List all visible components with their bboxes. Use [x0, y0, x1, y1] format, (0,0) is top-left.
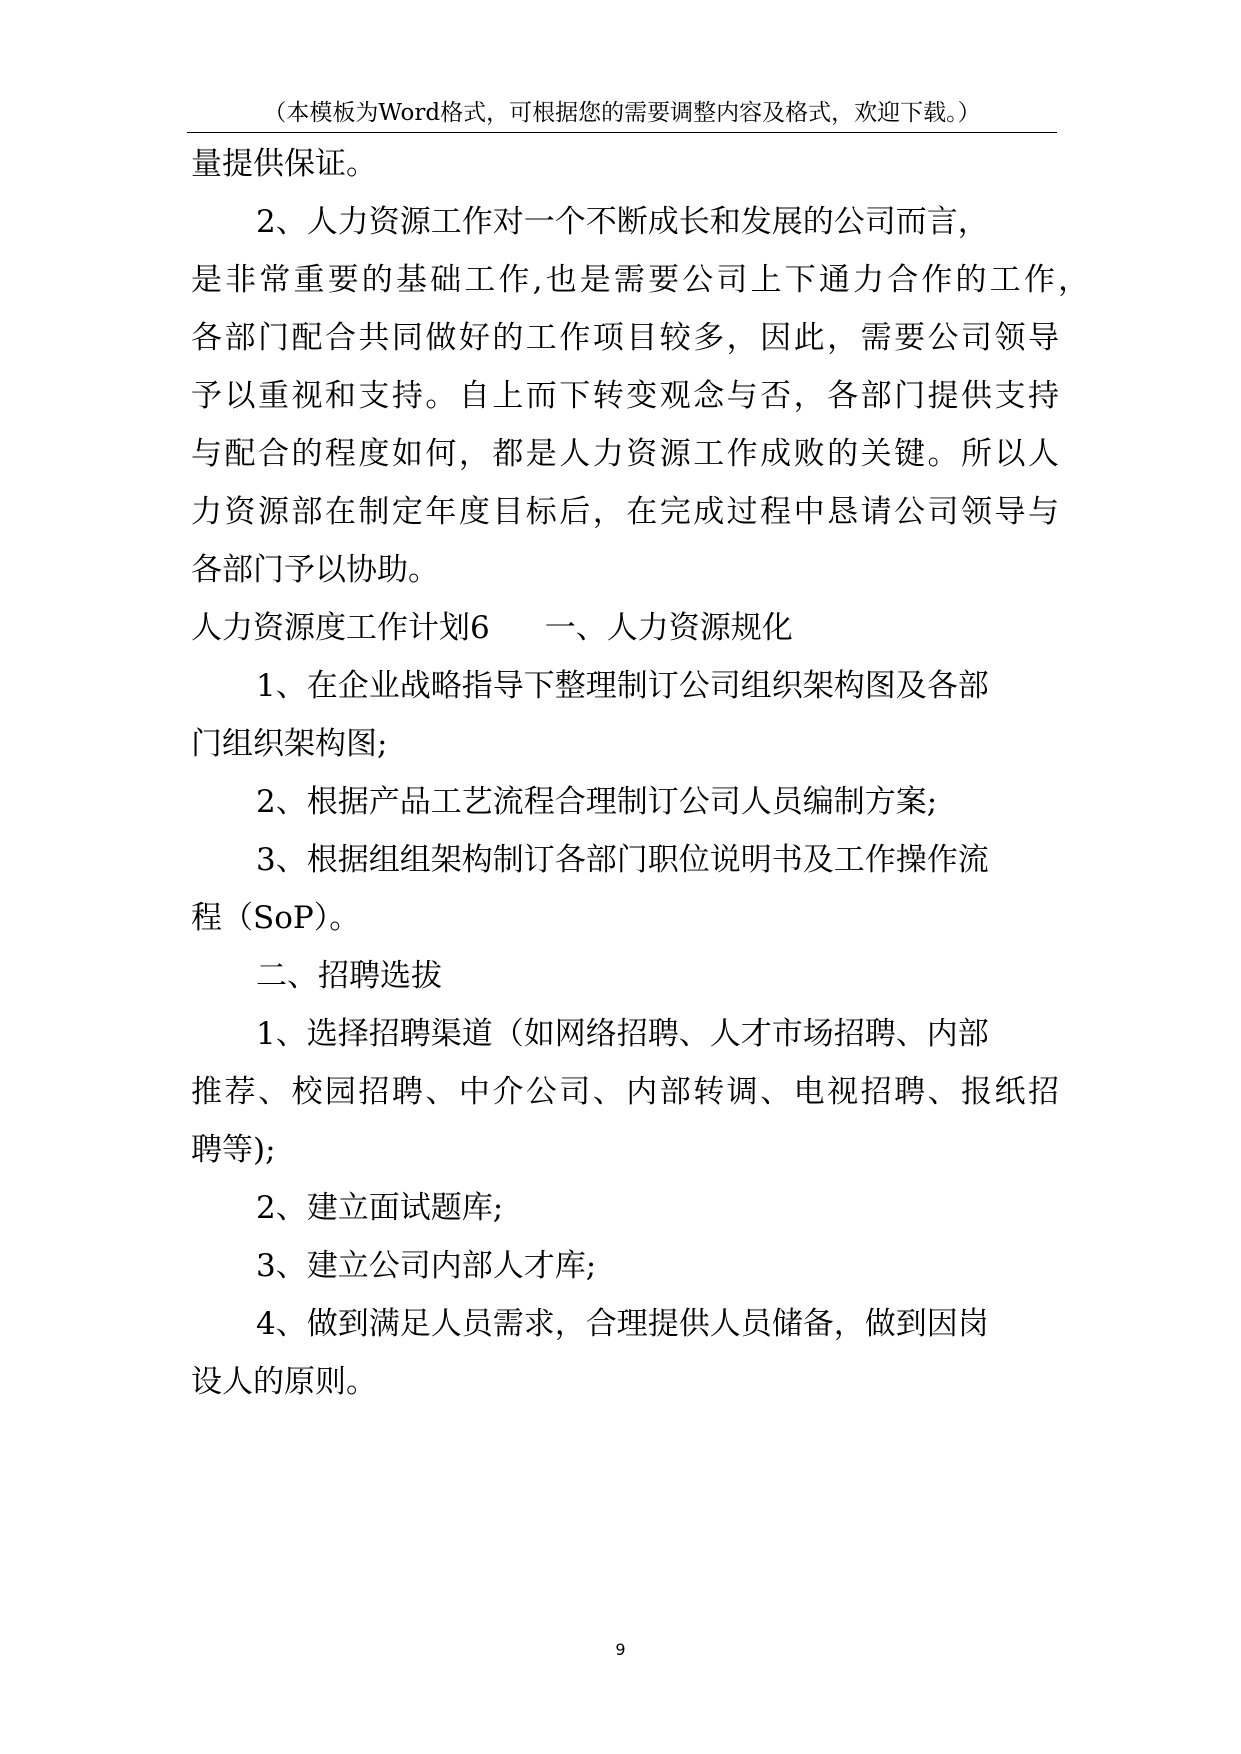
- paragraph-line: 推荐、校园招聘、中介公司、内部转调、电视招聘、报纸招: [191, 1074, 1059, 1110]
- paragraph-line: 1、在企业战略指导下整理制订公司组织架构图及各部: [256, 668, 989, 704]
- paragraph-line: 与配合的程度如何，都是人力资源工作成败的关键。所以人: [191, 436, 1059, 472]
- paragraph-line: 是非常重要的基础工作,也是需要公司上下通力合作的工作，: [191, 262, 1089, 298]
- paragraph-line: 力资源部在制定年度目标后，在完成过程中恳请公司领导与: [191, 494, 1059, 530]
- plan-title: 人力资源度工作计划6: [191, 610, 490, 646]
- paragraph-line: 予以重视和支持。自上而下转变观念与否，各部门提供支持: [191, 378, 1059, 414]
- section-heading: 二、招聘选拔: [256, 958, 442, 994]
- paragraph-line: 设人的原则。: [191, 1364, 377, 1400]
- section-title-line: [191, 608, 1111, 648]
- paragraph-line: 各部门予以协助。: [191, 552, 439, 588]
- paragraph-line: 程（SoP）。: [191, 900, 361, 936]
- paragraph-line: 3、根据组组架构制订各部门职位说明书及工作操作流: [256, 842, 989, 878]
- paragraph-line: 1、选择招聘渠道（如网络招聘、人才市场招聘、内部: [256, 1016, 989, 1052]
- page-header: （本模板为Word格式，可根据您的需要调整内容及格式，欢迎下载。）: [263, 100, 981, 126]
- paragraph-line: 4、做到满足人员需求，合理提供人员储备，做到因岗: [256, 1306, 989, 1342]
- paragraph-line: 各部门配合共同做好的工作项目较多，因此，需要公司领导: [191, 320, 1059, 356]
- paragraph-line: 门组织架构图;: [191, 726, 388, 762]
- paragraph-line: 2、人力资源工作对一个不断成长和发展的公司而言，: [256, 204, 989, 240]
- header-rule: [187, 132, 1057, 133]
- paragraph-line: 2、建立面试题库;: [256, 1190, 504, 1226]
- page-number: 9: [615, 1640, 626, 1659]
- section-heading: 一、人力资源规化: [544, 610, 793, 646]
- paragraph-line: 2、根据产品工艺流程合理制订公司人员编制方案;: [256, 784, 938, 820]
- paragraph-line: 聘等);: [191, 1132, 276, 1168]
- paragraph-line: 量提供保证。: [191, 146, 377, 182]
- paragraph-line: 3、建立公司内部人才库;: [256, 1248, 597, 1284]
